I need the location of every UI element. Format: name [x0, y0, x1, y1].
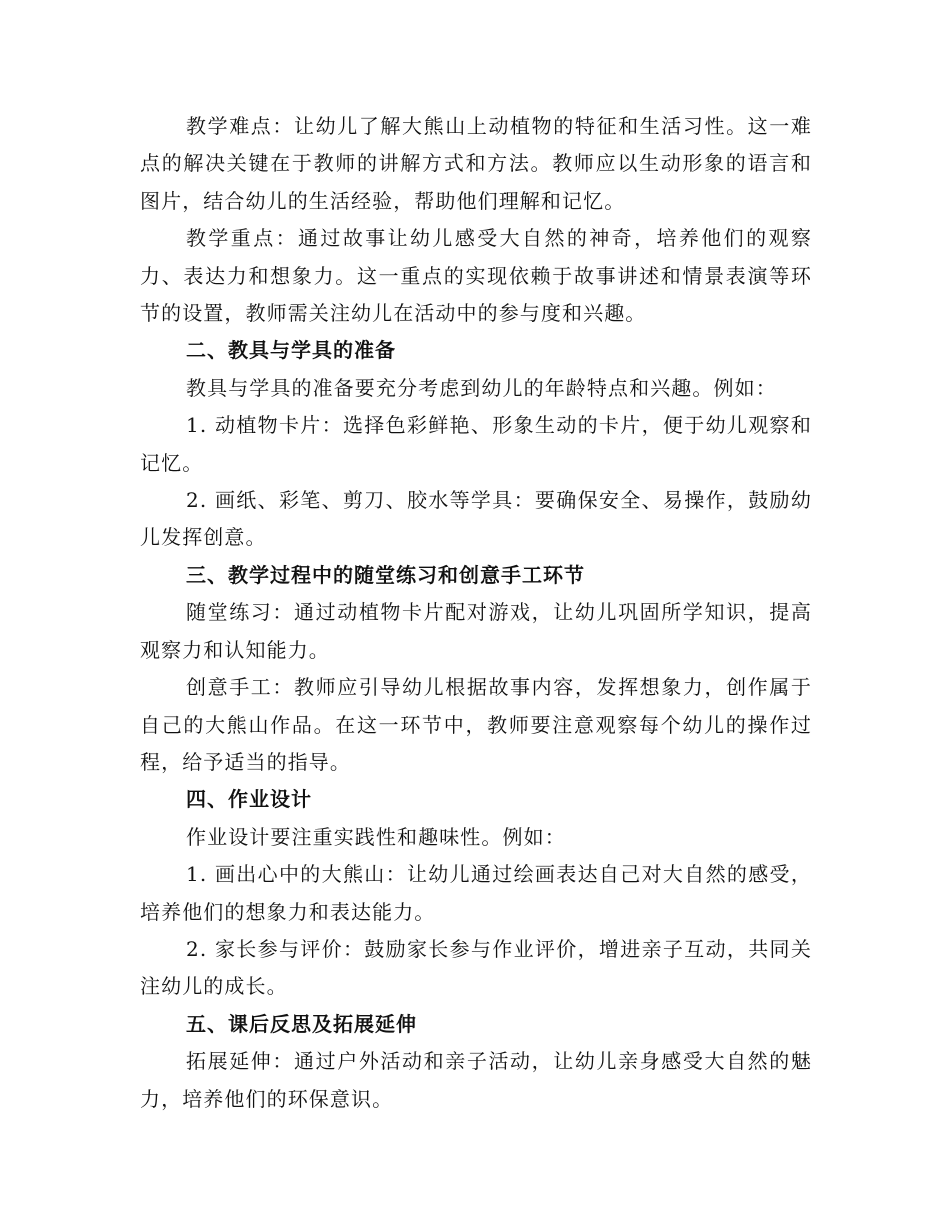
homework-item-2: 2. 家长参与评价：鼓励家长参与作业评价，增进亲子互动，共同关注幼儿的成长。	[140, 936, 812, 999]
section-4-heading: 四、作业设计	[186, 787, 312, 812]
section-3-heading: 三、教学过程中的随堂练习和创意手工环节	[186, 562, 585, 587]
section-5-heading: 五、课后反思及拓展延伸	[186, 1011, 417, 1036]
difficulty-paragraph: 教学难点：让幼儿了解大熊山上动植物的特征和生活习性。这一难点的解决关键在于教师的讲解方式和方法。教师应以生动形象的语言和图片，结合幼儿的生活经验，帮助他们理解和记忆。	[140, 114, 812, 213]
document-body	[140, 108, 812, 1118]
homework-item-1: 1. 画出心中的大熊山：让幼儿通过绘画表达自己对大自然的感受，培养他们的想象力和表达能力。	[140, 862, 812, 924]
practice-paragraph: 随堂练习：通过动植物卡片配对游戏，让幼儿巩固所学知识，提高观察力和认知能力。	[140, 600, 812, 662]
materials-intro-paragraph: 教具与学具的准备要充分考虑到幼儿的年龄特点和兴趣。例如：	[186, 375, 777, 400]
materials-item-1: 1. 动植物卡片：选择色彩鲜艳、形象生动的卡片，便于幼儿观察和记忆。	[140, 413, 812, 475]
homework-intro-paragraph: 作业设计要注重实践性和趣味性。例如：	[186, 824, 566, 849]
key-point-paragraph: 教学重点：通过故事让幼儿感受大自然的神奇，培养他们的观察力、表达力和想象力。这一重点的实现依赖于故事讲述和情景表演等环节的设置，教师需关注幼儿在活动中的参与度和兴趣。	[140, 226, 812, 326]
craft-paragraph: 创意手工：教师应引导幼儿根据故事内容，发挥想象力，创作属于自己的大熊山作品。在这一环节中，教师要注意观察每个幼儿的操作过程，给予适当的指导。	[140, 675, 812, 774]
materials-item-2: 2. 画纸、彩笔、剪刀、胶水等学具：要确保安全、易操作，鼓励幼儿发挥创意。	[140, 488, 812, 550]
extension-paragraph: 拓展延伸：通过户外活动和亲子活动，让幼儿亲身感受大自然的魅力，培养他们的环保意识。	[140, 1049, 812, 1111]
section-2-heading: 二、教具与学具的准备	[186, 338, 396, 363]
